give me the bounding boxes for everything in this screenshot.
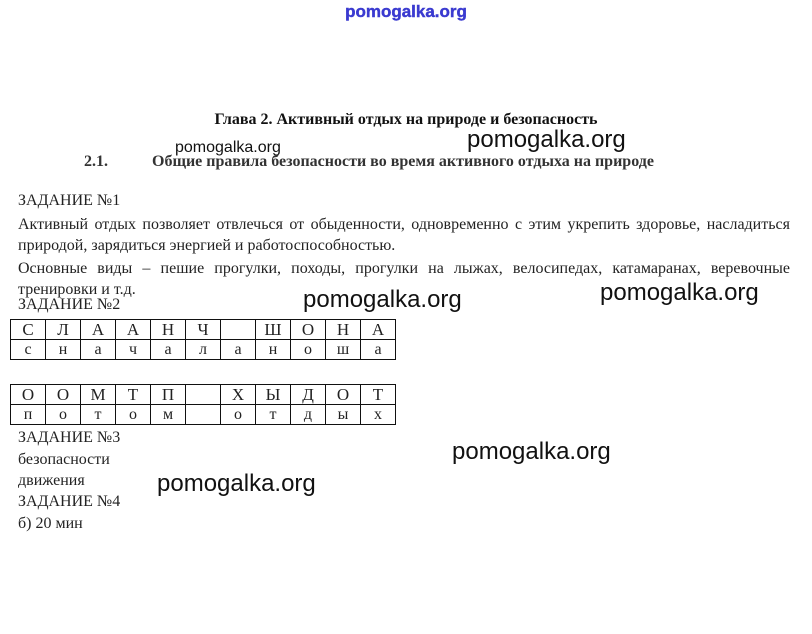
watermark: pomogalka.org (600, 279, 759, 306)
table-cell: О (46, 385, 81, 405)
table-cell: т (81, 405, 116, 425)
table-cell: н (256, 340, 291, 360)
watermark: pomogalka.org (303, 286, 462, 313)
table-cell: д (291, 405, 326, 425)
table-cell: О (326, 385, 361, 405)
table-cell: ы (326, 405, 361, 425)
table-cell (186, 405, 221, 425)
table-cell: о (291, 340, 326, 360)
table-cell: Ш (256, 320, 291, 340)
table-cell: а (151, 340, 186, 360)
table-cell: о (221, 405, 256, 425)
table-cell (221, 320, 256, 340)
table-cell: А (116, 320, 151, 340)
letter-table-2 (10, 384, 396, 425)
task3-answer-2: движения (18, 472, 85, 489)
table-cell: п (11, 405, 46, 425)
task1-paragraph-2: Основные виды – пешие прогулки, походы, прогулки на лыжах, велосипедах, катамаранах, веревочные тренировки и т.д. (18, 260, 790, 298)
table-cell: Д (291, 385, 326, 405)
task3-title: ЗАДАНИЕ №3 (18, 429, 121, 446)
table-cell: Х (221, 385, 256, 405)
table-cell: Т (116, 385, 151, 405)
watermark: pomogalka.org (175, 139, 281, 156)
table-cell: М (81, 385, 116, 405)
table-cell (186, 385, 221, 405)
table-cell: С (11, 320, 46, 340)
table-cell: х (361, 405, 396, 425)
table-cell: Ч (186, 320, 221, 340)
table-cell: О (291, 320, 326, 340)
watermark: pomogalka.org (452, 438, 611, 465)
table-cell: м (151, 405, 186, 425)
table-cell: ч (116, 340, 151, 360)
section-title: Общие правила безопасности во время активного отдыха на природе (152, 153, 654, 170)
table-cell: А (81, 320, 116, 340)
table-row-scrambled (11, 385, 396, 405)
task4-answer: б) 20 мин (18, 515, 83, 532)
table-cell: а (361, 340, 396, 360)
chapter-title: Глава 2. Активный отдых на природе и безопасность (214, 111, 598, 128)
task1-paragraph-1: Активный отдых позволяет отвлечься от обыденности, одновременно с этим укрепить здоровье, насладиться природой, зарядиться энергией и работоспособностью. (18, 216, 790, 254)
table-row-answer (11, 340, 396, 360)
table-cell: Н (326, 320, 361, 340)
table-cell: Т (361, 385, 396, 405)
watermark-top: pomogalka.org (345, 2, 467, 21)
table-cell: О (11, 385, 46, 405)
table-cell: а (221, 340, 256, 360)
section-heading (84, 153, 654, 171)
table-cell: ш (326, 340, 361, 360)
table-cell: Л (46, 320, 81, 340)
table-cell: л (186, 340, 221, 360)
watermark: pomogalka.org (157, 470, 316, 497)
table-cell: о (46, 405, 81, 425)
section-number: 2.1. (84, 153, 108, 170)
table-cell: А (361, 320, 396, 340)
watermark: pomogalka.org (467, 126, 626, 153)
table-cell: с (11, 340, 46, 360)
task4-title: ЗАДАНИЕ №4 (18, 493, 121, 510)
table-cell: н (46, 340, 81, 360)
table-cell: т (256, 405, 291, 425)
table-cell: Н (151, 320, 186, 340)
table-row-answer (11, 405, 396, 425)
table-row-scrambled (11, 320, 396, 340)
table-cell: Ы (256, 385, 291, 405)
table-cell: о (116, 405, 151, 425)
task2-title: ЗАДАНИЕ №2 (18, 296, 121, 313)
task3-answer-1: безопасности (18, 451, 110, 468)
task1-title: ЗАДАНИЕ №1 (18, 192, 121, 209)
letter-table-1 (10, 319, 396, 360)
table-cell: П (151, 385, 186, 405)
table-cell: а (81, 340, 116, 360)
